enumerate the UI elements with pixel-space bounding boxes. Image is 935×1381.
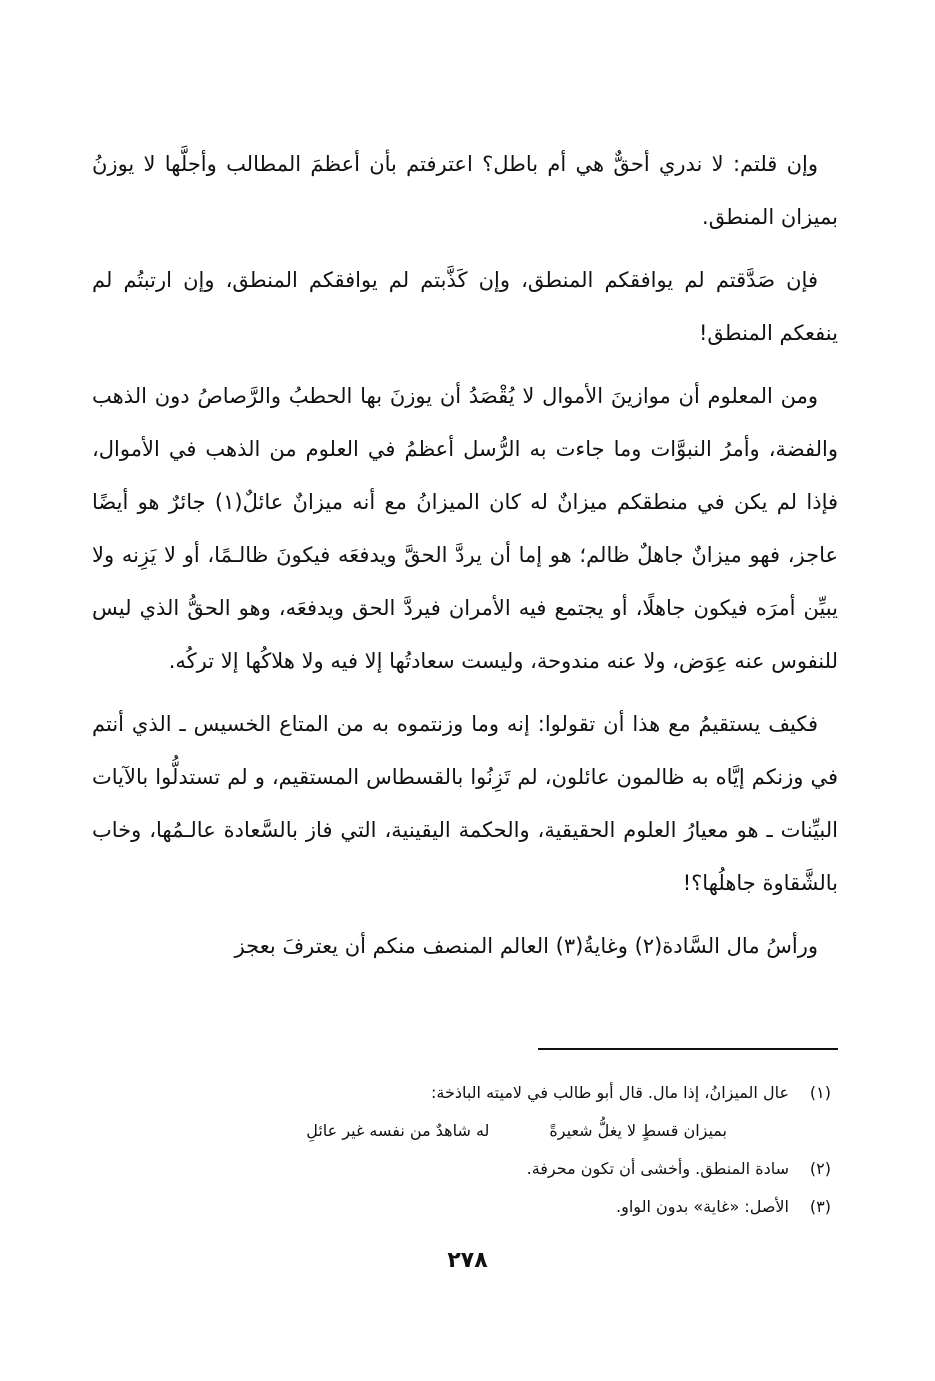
paragraph-5: ورأسُ مال السَّادة(٢) وغايةُ(٣) العالم المنصف منكم أن يعترفَ بعجز — [234, 934, 818, 958]
page-number: ٢٧٨ — [447, 1248, 488, 1273]
footnote-1-verse — [92, 1112, 831, 1150]
main-text — [92, 138, 838, 983]
paragraph-2: فإن صَدَّقتم لم يوافقكم المنطق، وإن كَذَّبتم لم يوافقكم المنطق، وإن ارتبتُم لم ينفعكم المنطق! — [92, 268, 838, 345]
footnote-3-number: (٣) — [809, 1197, 831, 1216]
footnote-2 — [92, 1150, 831, 1188]
footnotes — [92, 1074, 831, 1226]
verse-hemistich-1: بميزان قسطٍ لا يغلُّ شعيرةً — [549, 1121, 727, 1140]
paragraph-4: فكيف يستقيمُ مع هذا أن تقولوا: إنه وما وزنتموه به من المتاع الخسيس ـ الذي أنتم في وزنكم إيَّاه به ظالمون عائلون، لم تَزِنُوا بالقسطاس المستقيم، و لم تستدلُّوا بالآيات البيِّنات ـ هو معيارُ العلوم الحقيقية، والحكمة اليقينية، التي فاز بالسَّعادة عالـمُها، وخاب بالشَّقاوة جاهلُها؟! — [92, 712, 838, 895]
footnote-1 — [92, 1074, 831, 1112]
footnote-divider — [538, 1048, 838, 1050]
paragraph-1: وإن قلتم: لا ندري أحقٌّ هي أم باطل؟ اعترفتم بأن أعظمَ المطالب وأجلَّها لا يوزنُ بميزان المنطق. — [92, 152, 838, 229]
verse-hemistich-2: له شاهدٌ من نفسه غير عائلِ — [306, 1121, 490, 1140]
footnote-2-text: سادة المنطق. وأخشى أن تكون محرفة. — [526, 1159, 789, 1178]
footnote-2-number: (٢) — [809, 1159, 831, 1178]
footnote-1-text: عال الميزانُ، إذا مال. قال أبو طالب في لاميته الباذخة: — [430, 1083, 789, 1102]
footnote-3 — [92, 1188, 831, 1226]
paragraph-3: ومن المعلوم أن موازينَ الأموال لا يُقْصَدُ أن يوزنَ بها الحطبُ والرَّصاصُ دون الذهب والفضة، وأمرُ النبوَّات وما جاءت به الرُّسل أعظمُ في العلوم من الذهب في الأموال، فإذا لم يكن في منطقكم ميزانٌ له كان الميزانُ مع أنه ميزانٌ عائلٌ(١) جائرٌ هو أيضًا عاجز، فهو ميزانٌ جاهلٌ ظالم؛ هو إما أن يردَّ الحقَّ ويدفعَه فيكونَ ظالـمًا، أو لا يَزِنه ولا يبيِّن أمرَه فيكون جاهلًا، أو يجتمع فيه الأمران فيردَّ الحق ويدفعَه، وهو الحقُّ الذي ليس للنفوس عنه عِوَض، ولا عنه مندوحة، وليست سعادتُها إلا فيه ولا هلاكُها إلا تركُه. — [92, 384, 839, 673]
footnote-3-text: الأصل: «غاية» بدون الواو. — [616, 1197, 789, 1216]
footnote-1-number: (١) — [809, 1083, 831, 1102]
